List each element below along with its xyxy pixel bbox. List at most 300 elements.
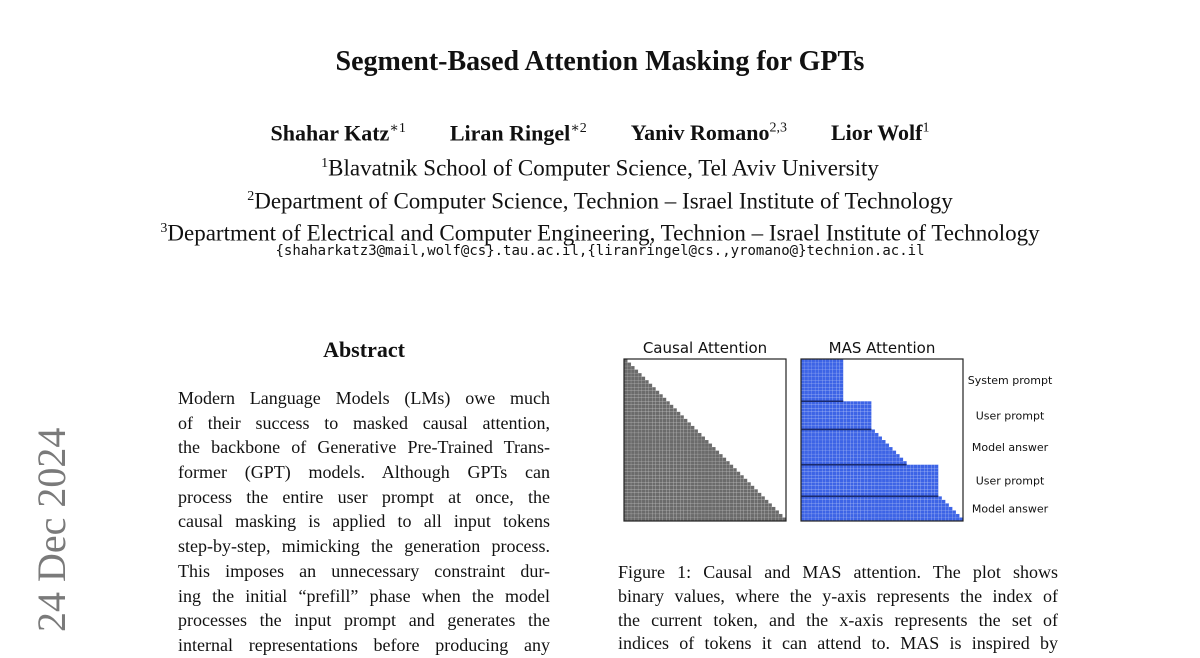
mask-cell	[942, 514, 946, 518]
mask-cell	[854, 415, 858, 419]
mask-cell	[645, 401, 649, 405]
mask-cell	[931, 479, 935, 483]
mask-cell	[907, 500, 911, 504]
mask-cell	[822, 433, 826, 437]
mask-cell	[649, 422, 653, 426]
mask-cell	[850, 419, 854, 423]
mask-cell	[928, 472, 932, 476]
mask-cell	[680, 465, 684, 469]
mask-cell	[819, 366, 823, 370]
mask-cell	[716, 465, 720, 469]
mask-cell	[907, 507, 911, 511]
mask-cell	[680, 493, 684, 497]
mask-cell	[808, 479, 812, 483]
mask-cell	[840, 370, 844, 374]
mask-cell	[914, 486, 918, 490]
mask-cell	[843, 447, 847, 451]
mask-cell	[730, 493, 734, 497]
mask-cell	[864, 479, 868, 483]
mask-cell	[642, 507, 646, 511]
mask-cell	[716, 479, 720, 483]
mask-cell	[765, 514, 769, 518]
mask-cell	[805, 458, 809, 462]
mask-cell	[659, 496, 663, 500]
mask-cell	[751, 503, 755, 507]
mask-cell	[850, 468, 854, 472]
mask-cell	[854, 479, 858, 483]
mask-cell	[638, 401, 642, 405]
mask-cell	[677, 436, 681, 440]
mask-cell	[631, 479, 635, 483]
mask-cell	[861, 433, 865, 437]
mask-cell	[889, 507, 893, 511]
mask-cell	[836, 458, 840, 462]
mask-cell	[921, 468, 925, 472]
mask-cell	[716, 500, 720, 504]
mask-cell	[652, 419, 656, 423]
mask-cell	[829, 440, 833, 444]
mask-cell	[666, 433, 670, 437]
mask-cell	[857, 468, 861, 472]
mask-cell	[928, 489, 932, 493]
mask-cell	[730, 468, 734, 472]
mask-cell	[705, 458, 709, 462]
mask-cell	[673, 444, 677, 448]
mask-cell	[882, 458, 886, 462]
mask-cell	[886, 479, 890, 483]
mask-cell	[864, 451, 868, 455]
abstract-line: process the entire user prompt at once, the	[178, 486, 550, 507]
mask-cell	[815, 514, 819, 518]
mask-cell	[843, 482, 847, 486]
mask-cell	[670, 514, 674, 518]
mask-cell	[840, 475, 844, 479]
mask-cell	[744, 486, 748, 490]
mask-cell	[861, 510, 865, 514]
mask-cell	[836, 377, 840, 381]
causal-mask-grid	[624, 359, 786, 521]
mask-cell	[871, 514, 875, 518]
mask-cell	[907, 468, 911, 472]
mask-cell	[698, 444, 702, 448]
mask-cell	[815, 377, 819, 381]
mask-cell	[836, 514, 840, 518]
mask-cell	[826, 391, 830, 395]
mask-cell	[900, 482, 904, 486]
mask-cell	[758, 500, 762, 504]
mask-cell	[649, 440, 653, 444]
mask-cell	[698, 458, 702, 462]
mask-cell	[833, 415, 837, 419]
caption-line: indices of tokens it can attend to. MAS is inspired by	[618, 633, 1058, 654]
mask-cell	[751, 500, 755, 504]
mask-cell	[645, 496, 649, 500]
mask-cell	[663, 479, 667, 483]
mask-cell	[847, 503, 851, 507]
mask-cell	[744, 500, 748, 504]
mask-cell	[805, 472, 809, 476]
mask-cell	[886, 507, 890, 511]
mask-cell	[726, 472, 730, 476]
mask-cell	[854, 507, 858, 511]
mask-cell	[861, 405, 865, 409]
mask-cell	[836, 391, 840, 395]
mask-cell	[694, 447, 698, 451]
mask-cell	[659, 458, 663, 462]
mask-cell	[635, 503, 639, 507]
mask-cell	[747, 489, 751, 493]
mask-cell	[677, 489, 681, 493]
mask-cell	[684, 461, 688, 465]
mask-cell	[687, 422, 691, 426]
mask-cell	[861, 408, 865, 412]
mask-cell	[896, 510, 900, 514]
mask-cell	[840, 468, 844, 472]
mask-cell	[840, 451, 844, 455]
mask-cell	[659, 507, 663, 511]
mask-cell	[631, 496, 635, 500]
mask-cell	[649, 447, 653, 451]
mask-cell	[691, 486, 695, 490]
mask-cell	[744, 510, 748, 514]
mask-cell	[631, 408, 635, 412]
mask-cell	[635, 482, 639, 486]
mask-cell	[705, 451, 709, 455]
mask-cell	[878, 444, 882, 448]
mask-cell	[698, 482, 702, 486]
mask-cell	[871, 451, 875, 455]
mask-cell	[712, 510, 716, 514]
mask-cell	[680, 479, 684, 483]
mask-cell	[857, 422, 861, 426]
mask-cell	[826, 433, 830, 437]
mask-cell	[850, 451, 854, 455]
mask-cell	[850, 472, 854, 476]
mask-cell	[924, 507, 928, 511]
mask-cell	[631, 401, 635, 405]
mask-cell	[740, 475, 744, 479]
mask-cell	[645, 461, 649, 465]
mask-cell	[826, 500, 830, 504]
mask-cell	[631, 444, 635, 448]
mask-cell	[638, 479, 642, 483]
mask-cell	[805, 503, 809, 507]
mask-cell	[815, 412, 819, 416]
mask-cell	[733, 475, 737, 479]
mask-cell	[914, 482, 918, 486]
mask-cell	[642, 377, 646, 381]
mask-cell	[670, 433, 674, 437]
mask-cell	[635, 472, 639, 476]
mask-cell	[635, 377, 639, 381]
mask-cell	[914, 500, 918, 504]
mask-cell	[684, 458, 688, 462]
mask-cell	[709, 510, 713, 514]
mask-cell	[656, 401, 660, 405]
mask-cell	[900, 503, 904, 507]
mask-cell	[730, 475, 734, 479]
mask-cell	[847, 468, 851, 472]
mask-cell	[857, 447, 861, 451]
mask-cell	[833, 391, 837, 395]
mask-cell	[836, 503, 840, 507]
mask-cell	[917, 503, 921, 507]
mask-cell	[812, 451, 816, 455]
mask-cell	[840, 394, 844, 398]
mask-cell	[935, 510, 939, 514]
mask-cell	[684, 482, 688, 486]
mask-cell	[659, 486, 663, 490]
mask-cell	[709, 489, 713, 493]
mask-cell	[698, 461, 702, 465]
mask-cell	[833, 363, 837, 367]
mask-cell	[659, 475, 663, 479]
mask-cell	[638, 451, 642, 455]
mask-cell	[687, 426, 691, 430]
mask-cell	[829, 394, 833, 398]
mask-cell	[691, 500, 695, 504]
mask-cell	[917, 482, 921, 486]
mask-cell	[677, 451, 681, 455]
mask-cell	[645, 465, 649, 469]
mask-cell	[628, 408, 632, 412]
mask-cell	[889, 472, 893, 476]
mask-cell	[631, 475, 635, 479]
mask-cell	[638, 458, 642, 462]
mask-cell	[645, 405, 649, 409]
mask-cell	[843, 412, 847, 416]
mask-cell	[889, 479, 893, 483]
caption-line: Figure 1: Causal and MAS attention. The plot shows	[618, 562, 1058, 582]
mask-cell	[719, 465, 723, 469]
mask-cell	[917, 465, 921, 469]
mask-cell	[723, 468, 727, 472]
mask-cell	[900, 486, 904, 490]
mask-cell	[694, 479, 698, 483]
mask-cell	[836, 451, 840, 455]
mask-cell	[723, 500, 727, 504]
mask-cell	[663, 461, 667, 465]
mask-cell	[935, 472, 939, 476]
mask-cell	[677, 472, 681, 476]
mask-cell	[875, 454, 879, 458]
mask-cell	[635, 500, 639, 504]
mask-cell	[917, 475, 921, 479]
mask-cell	[910, 472, 914, 476]
mask-cell	[719, 486, 723, 490]
mask-cell	[631, 426, 635, 430]
mask-cell	[850, 412, 854, 416]
mask-cell	[691, 429, 695, 433]
mask-cell	[808, 475, 812, 479]
mask-cell	[928, 475, 932, 479]
mask-cell	[645, 398, 649, 402]
mask-cell	[826, 436, 830, 440]
mask-cell	[645, 394, 649, 398]
mask-cell	[924, 482, 928, 486]
mask-cell	[850, 458, 854, 462]
mask-cell	[666, 429, 670, 433]
mask-cell	[656, 419, 660, 423]
abstract-line: causal masking is applied to all input tokens	[178, 511, 550, 532]
mask-cell	[808, 486, 812, 490]
mask-cell	[694, 458, 698, 462]
mask-cell	[836, 454, 840, 458]
mask-cell	[871, 479, 875, 483]
mask-cell	[889, 451, 893, 455]
mask-cell	[935, 503, 939, 507]
mask-cell	[687, 468, 691, 472]
mask-cell	[631, 510, 635, 514]
mask-cell	[701, 465, 705, 469]
mask-cell	[649, 458, 653, 462]
mask-cell	[631, 391, 635, 395]
mask-cell	[875, 440, 879, 444]
mask-cell	[815, 394, 819, 398]
mask-cell	[815, 510, 819, 514]
mask-cell	[875, 514, 879, 518]
mask-cell	[833, 514, 837, 518]
mask-cell	[649, 433, 653, 437]
mask-cell	[931, 514, 935, 518]
mask-cell	[744, 496, 748, 500]
mask-cell	[691, 458, 695, 462]
caption-line: binary values, where the y-axis represents the index of	[618, 585, 1058, 606]
mask-cell	[836, 408, 840, 412]
mask-cell	[716, 507, 720, 511]
mask-cell	[896, 486, 900, 490]
mask-cell	[677, 486, 681, 490]
mask-cell	[805, 510, 809, 514]
mask-cell	[878, 479, 882, 483]
mask-cell	[815, 503, 819, 507]
mask-cell	[819, 444, 823, 448]
mask-cell	[861, 486, 865, 490]
mask-cell	[875, 472, 879, 476]
mask-cell	[712, 503, 716, 507]
mask-cell	[822, 468, 826, 472]
mask-cell	[659, 468, 663, 472]
mask-cell	[635, 510, 639, 514]
mask-cell	[921, 514, 925, 518]
mask-cell	[808, 412, 812, 416]
mask-cell	[691, 472, 695, 476]
mask-cell	[656, 507, 660, 511]
mask-cell	[775, 514, 779, 518]
mask-cell	[864, 415, 868, 419]
mask-cell	[861, 451, 865, 455]
mask-cell	[850, 422, 854, 426]
mask-cell	[878, 447, 882, 451]
mask-cell	[868, 405, 872, 409]
mask-cell	[642, 510, 646, 514]
mask-cell	[907, 510, 911, 514]
mask-cell	[638, 510, 642, 514]
mask-cell	[645, 436, 649, 440]
mask-cell	[666, 503, 670, 507]
mask-cell	[893, 503, 897, 507]
mask-cell	[847, 507, 851, 511]
mask-cell	[812, 415, 816, 419]
mask-cell	[712, 458, 716, 462]
mask-cell	[878, 486, 882, 490]
mask-cell	[684, 451, 688, 455]
mask-cell	[656, 482, 660, 486]
mask-cell	[907, 486, 911, 490]
mask-cell	[861, 482, 865, 486]
mask-cell	[635, 475, 639, 479]
mask-cell	[635, 370, 639, 374]
mask-cell	[663, 415, 667, 419]
mask-cell	[833, 370, 837, 374]
mask-cell	[645, 440, 649, 444]
mask-cell	[942, 500, 946, 504]
mask-cell	[670, 405, 674, 409]
mask-cell	[649, 384, 653, 388]
mask-cell	[840, 405, 844, 409]
mask-cell	[694, 503, 698, 507]
mask-cell	[656, 489, 660, 493]
mask-cell	[819, 405, 823, 409]
mask-cell	[893, 486, 897, 490]
mask-cell	[698, 468, 702, 472]
mask-cell	[694, 461, 698, 465]
mask-cell	[836, 482, 840, 486]
mask-cell	[628, 387, 632, 391]
mask-cell	[747, 496, 751, 500]
mask-cell	[850, 415, 854, 419]
mask-cell	[836, 440, 840, 444]
mask-cell	[723, 493, 727, 497]
mask-cell	[924, 479, 928, 483]
mask-cell	[677, 503, 681, 507]
mask-cell	[819, 472, 823, 476]
mask-cell	[938, 500, 942, 504]
mask-cell	[882, 486, 886, 490]
mask-cell	[928, 500, 932, 504]
mask-cell	[805, 514, 809, 518]
mask-cell	[751, 507, 755, 511]
mask-cell	[886, 454, 890, 458]
mask-cell	[635, 514, 639, 518]
mask-cell	[730, 472, 734, 476]
mask-cell	[691, 433, 695, 437]
mask-cell	[723, 465, 727, 469]
mask-cell	[857, 412, 861, 416]
mask-cell	[635, 451, 639, 455]
mask-cell	[677, 444, 681, 448]
mask-cell	[663, 401, 667, 405]
mask-cell	[687, 433, 691, 437]
mask-cell	[726, 461, 730, 465]
mask-cell	[677, 419, 681, 423]
mask-cell	[928, 503, 932, 507]
mask-cell	[673, 436, 677, 440]
mask-cell	[719, 454, 723, 458]
mask-cell	[723, 482, 727, 486]
mask-cell	[882, 507, 886, 511]
mask-cell	[875, 510, 879, 514]
mask-cell	[659, 447, 663, 451]
mask-cell	[666, 472, 670, 476]
mask-cell	[815, 436, 819, 440]
mask-cell	[649, 398, 653, 402]
mask-cell	[819, 436, 823, 440]
mask-cell	[836, 500, 840, 504]
mask-cell	[854, 451, 858, 455]
mask-cell	[631, 436, 635, 440]
mask-cell	[677, 426, 681, 430]
